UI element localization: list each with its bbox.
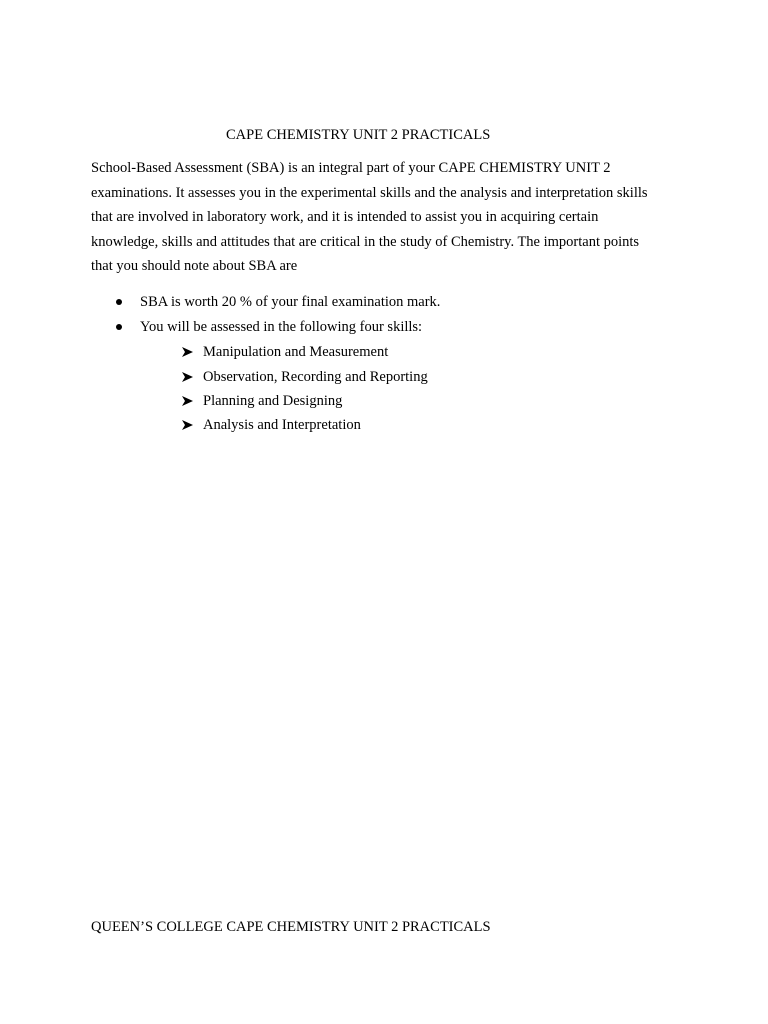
page-footer: QUEEN’S COLLEGE CAPE CHEMISTRY UNIT 2 PRACTICALS [91,919,491,935]
bullet-text: You will be assessed in the following four skills: [140,319,423,335]
skill-text: Observation, Recording and Reporting [203,369,428,385]
bullet-dot-icon [116,299,122,305]
bullet-dot-icon [116,324,122,330]
arrowhead-bullet-icon [182,347,193,357]
page-title: CAPE CHEMISTRY UNIT 2 PRACTICALS [226,127,491,143]
intro-line: knowledge, skills and attitudes that are critical in the study of Chemistry. The important points [91,233,640,250]
intro-paragraph [91,156,691,279]
intro-line: School-Based Assessment (SBA) is an integral part of your CAPE CHEMISTRY UNIT 2 [91,160,611,176]
skill-text: Analysis and Interpretation [203,417,361,433]
intro-line: that you should note about SBA are [91,258,298,274]
arrowhead-bullet-icon [182,396,193,406]
arrowhead-bullet-icon [182,420,193,430]
skill-text: Planning and Designing [203,393,343,409]
intro-line: that are involved in laboratory work, and it is intended to assist you in acquiring certain [91,209,599,225]
intro-line: examinations. It assesses you in the experimental skills and the analysis and interpretation skills [91,184,648,201]
bullet-text: SBA is worth 20 % of your final examination mark. [140,294,441,310]
skill-text: Manipulation and Measurement [203,344,389,360]
arrowhead-bullet-icon [182,372,193,382]
